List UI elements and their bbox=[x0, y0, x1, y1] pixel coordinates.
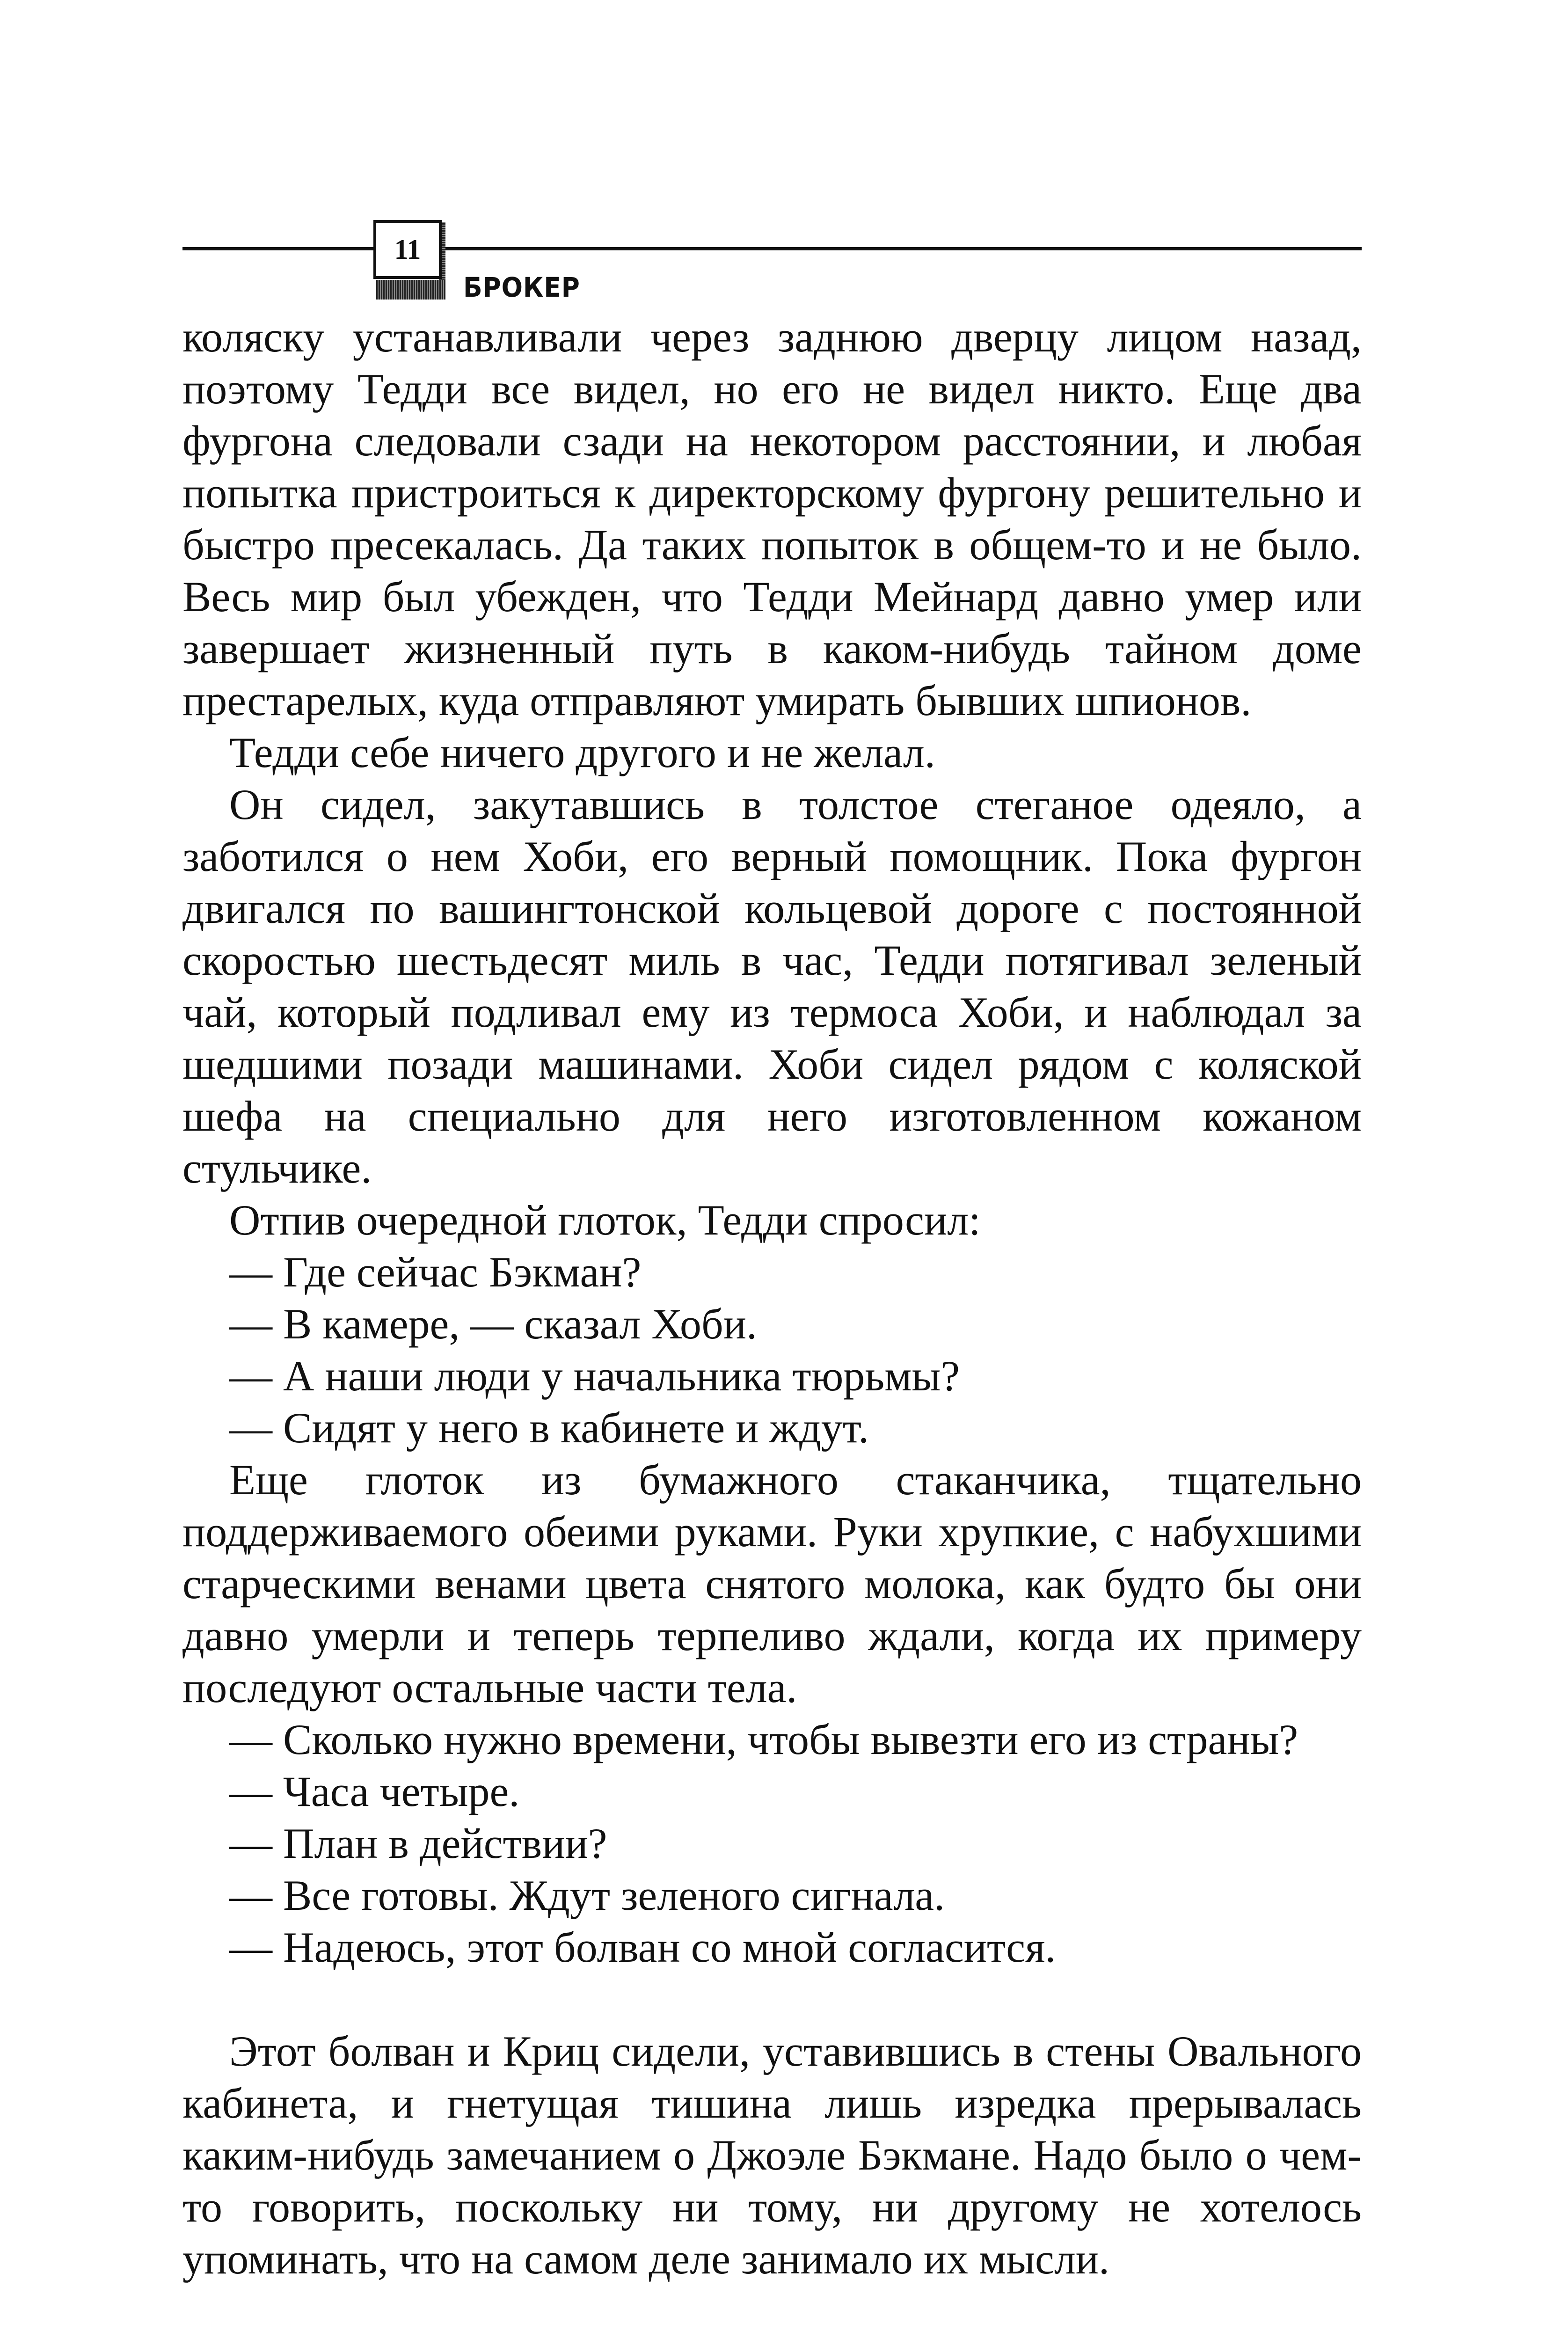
body-text bbox=[182, 311, 1362, 2285]
dialogue-line: — Надеюсь, этот болван со мной согласится. bbox=[229, 1923, 1056, 1971]
dialogue-line: — Где сейчас Бэкман? bbox=[229, 1248, 642, 1296]
paragraph: Этот болван и Криц сидели, уставившись в стены Овального кабинета, и гнетущая тишина лишь изредка прерывалась каким-нибудь замечанием о Джоэле Бэкмане. Надо было о чем-то говорить, поскольку ни тому, ни другому не хотелось упоминать, что на самом деле занимало их мысли. bbox=[182, 2027, 1362, 2283]
dialogue-line: — План в действии? bbox=[229, 1819, 607, 1867]
paragraph: Тедди себе ничего другого и не желал. bbox=[229, 729, 935, 776]
dialogue-line: — Сидят у него в кабинете и ждут. bbox=[229, 1404, 869, 1452]
header-rule-right bbox=[445, 247, 1362, 250]
dialogue-line: — Часа четыре. bbox=[229, 1768, 520, 1815]
paragraph: Отпив очередной глоток, Тедди спросил: bbox=[229, 1196, 981, 1244]
dialogue-line: — А наши люди у начальника тюрьмы? bbox=[229, 1352, 960, 1400]
header-rule-left bbox=[182, 247, 373, 250]
page-number: 11 bbox=[394, 234, 421, 265]
paragraph: Еще глоток из бумажного стаканчика, тщательно поддерживаемого обеими руками. Руки хрупкие, с набухшими старческими венами цвета снятого молока, как будто бы они давно умерли и теперь терпеливо ждали, когда их примеру последуют остальные части тела. bbox=[182, 1456, 1362, 1711]
page-number-box bbox=[373, 220, 442, 279]
page-header bbox=[182, 206, 1362, 309]
paragraph: коляску устанавливали через заднюю дверцу лицом назад, поэтому Тедди все видел, но его не видел никто. Еще два фургона следовали сзади на некотором расстоянии, и любая попытка пристроиться к директорскому фургону решительно и быстро пресекалась. Да таких попыток в общем-то и не было. Весь мир был убежден, что Тедди Мейнард давно умер или завершает жизненный путь в каком-нибудь тайном доме престарелых, куда отправляют умирать бывших шпионов. bbox=[182, 313, 1362, 724]
dialogue-line: — Все готовы. Ждут зеленого сигнала. bbox=[229, 1871, 945, 1919]
page-box-shadow-bottom bbox=[376, 280, 445, 300]
running-title: БРОКЕР bbox=[463, 271, 580, 303]
dialogue-line: — В камере, — сказал Хоби. bbox=[229, 1300, 757, 1348]
dialogue-line: — Сколько нужно времени, чтобы вывезти его из страны? bbox=[229, 1716, 1298, 1763]
paragraph: Он сидел, закутавшись в толстое стеганое одеяло, а заботился о нем Хоби, его верный помощник. Пока фургон двигался по вашингтонской кольцевой дороге с постоянной скоростью шестьдесят миль в час, Тедди потягивал зеленый чай, который подливал ему из термоса Хоби, и наблюдал за шедшими позади машинами. Хоби сидел рядом с коляской шефа на специально для него изготовленном кожаном стульчике. bbox=[182, 781, 1362, 1192]
